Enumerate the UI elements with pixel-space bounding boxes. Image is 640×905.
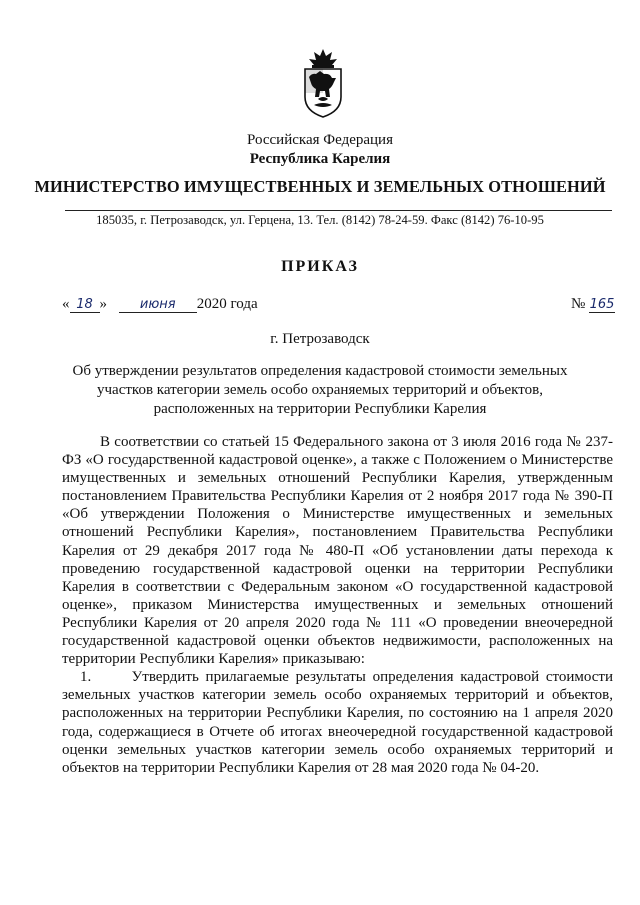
document-title: Об утверждении результатов определения кадастровой стоимости земельных участков категории земель особо охраняемых территорий и объектов, расположенных на территории Республики Карелия [72, 363, 568, 417]
date-quote-open: « [62, 296, 70, 312]
date-year: 2020 года [196, 296, 258, 312]
document-date [62, 296, 258, 313]
number-value: 165 [589, 297, 615, 312]
country-name: Российская Федерация [247, 132, 393, 148]
document-type: ПРИКАЗ [281, 258, 359, 275]
date-month: июня [119, 297, 197, 313]
ministry-name: МИНИСТЕРСТВО ИМУЩЕСТВЕННЫХ И ЗЕМЕЛЬНЫХ ОТНОШЕНИЙ [34, 177, 606, 196]
coat-of-arms-emblem [296, 47, 350, 119]
order-item-1: 1. Утвердить прилагаемые результаты определения кадастровой стоимости земельных участков категории земель особо охраняемых территорий и объектов, расположенных на территории Республики Карелия, по состоянию на 1 апреля 2020 года, содержащиеся в Отчете об итогах внеочередной государственной кадастровой оценки земельных участков категории земель особо охраняемых территорий и объектов на территории Республики Карелия от 28 мая 2020 года № 04-20. [62, 669, 613, 776]
preamble-paragraph: В соответствии со статьей 15 Федерального закона от 3 июля 2016 года № 237-ФЗ «О государственной кадастровой оценке», а также с Положением о Министерстве имущественных и земельных отношений Республики Карелия, утвержденным постановлением Правительства Республики Карелия от 2 ноября 2017 года № 390-П «Об утверждении Положения о Министерстве имущественных и земельных отношений Республики Карелия», постановлением Правительства Республики Карелия от 29 декабря 2017 года № 480-П «Об установлении даты перехода к проведению государственной кадастровой оценки на территории Республики Карелия в соответствии с Федеральным законом «О государственной кадастровой оценке», приказом Министерства имущественных и земельных отношений Республики Карелия от 20 апреля 2020 года № 111 «О проведении внеочередной государственной кадастровой оценки объектов недвижимости, расположенных на территории Республики Карелия» приказываю: [62, 434, 613, 668]
document-number [571, 296, 615, 313]
ministry-address: 185035, г. Петрозаводск, ул. Герцена, 13. Тел. (8142) 78-24-59. Факс (8142) 76-10-95 [96, 213, 544, 227]
document-city: г. Петрозаводск [270, 331, 370, 347]
republic-name: Республика Карелия [249, 151, 391, 167]
date-quote-close: » [99, 296, 107, 312]
number-prefix: № [571, 296, 586, 312]
date-day: 18 [70, 297, 100, 313]
document-body [62, 433, 613, 777]
header-divider [65, 210, 612, 211]
